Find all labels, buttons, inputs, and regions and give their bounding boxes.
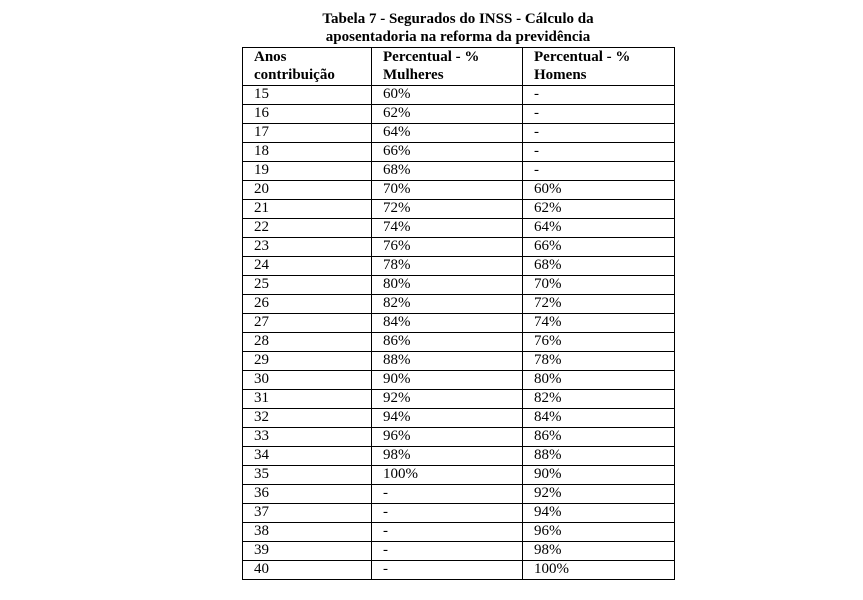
- header-women-line-2: Mulheres: [383, 67, 444, 83]
- table-header: [243, 48, 675, 86]
- women-percent-cell: -: [372, 504, 523, 523]
- men-percent-cell: 78%: [523, 352, 675, 371]
- women-percent-cell: 68%: [372, 162, 523, 181]
- table-row: [243, 447, 675, 466]
- header-men-line-2: Homens: [534, 67, 587, 83]
- men-percent-cell: -: [523, 143, 675, 162]
- table-row: [243, 542, 675, 561]
- women-percent-cell: 64%: [372, 124, 523, 143]
- years-cell: 35: [243, 466, 372, 485]
- table-row: [243, 295, 675, 314]
- table-caption: [242, 10, 674, 46]
- years-cell: 24: [243, 257, 372, 276]
- men-percent-cell: -: [523, 124, 675, 143]
- years-cell: 23: [243, 238, 372, 257]
- table-row: [243, 238, 675, 257]
- men-percent-cell: 74%: [523, 314, 675, 333]
- men-percent-cell: 62%: [523, 200, 675, 219]
- table-row: [243, 390, 675, 409]
- years-cell: 18: [243, 143, 372, 162]
- men-percent-cell: 66%: [523, 238, 675, 257]
- women-percent-cell: 100%: [372, 466, 523, 485]
- years-cell: 30: [243, 371, 372, 390]
- men-percent-cell: 98%: [523, 542, 675, 561]
- years-cell: 40: [243, 561, 372, 580]
- header-row: [243, 48, 675, 86]
- table-caption-line-1: Tabela 7 - Segurados do INSS - Cálculo da: [322, 11, 594, 27]
- women-percent-cell: 96%: [372, 428, 523, 447]
- women-percent-cell: 70%: [372, 181, 523, 200]
- men-percent-cell: -: [523, 105, 675, 124]
- years-cell: 16: [243, 105, 372, 124]
- women-percent-cell: 76%: [372, 238, 523, 257]
- header-years-line-1: Anos: [254, 49, 287, 65]
- years-cell: 27: [243, 314, 372, 333]
- years-cell: 39: [243, 542, 372, 561]
- men-percent-cell: 86%: [523, 428, 675, 447]
- table-row: [243, 504, 675, 523]
- years-cell: 32: [243, 409, 372, 428]
- table-row: [243, 409, 675, 428]
- men-percent-cell: 82%: [523, 390, 675, 409]
- women-percent-cell: 94%: [372, 409, 523, 428]
- header-years-contribution: [243, 48, 372, 86]
- women-percent-cell: 88%: [372, 352, 523, 371]
- years-cell: 28: [243, 333, 372, 352]
- women-percent-cell: 60%: [372, 86, 523, 105]
- men-percent-cell: -: [523, 86, 675, 105]
- table-row: [243, 219, 675, 238]
- table-row: [243, 105, 675, 124]
- years-cell: 15: [243, 86, 372, 105]
- women-percent-cell: 84%: [372, 314, 523, 333]
- women-percent-cell: 92%: [372, 390, 523, 409]
- table-row: [243, 428, 675, 447]
- years-cell: 25: [243, 276, 372, 295]
- table-row: [243, 257, 675, 276]
- men-percent-cell: -: [523, 162, 675, 181]
- table-row: [243, 86, 675, 105]
- table-row: [243, 143, 675, 162]
- women-percent-cell: 98%: [372, 447, 523, 466]
- men-percent-cell: 72%: [523, 295, 675, 314]
- years-cell: 21: [243, 200, 372, 219]
- table-row: [243, 561, 675, 580]
- years-cell: 33: [243, 428, 372, 447]
- years-cell: 17: [243, 124, 372, 143]
- men-percent-cell: 90%: [523, 466, 675, 485]
- women-percent-cell: -: [372, 485, 523, 504]
- table-row: [243, 124, 675, 143]
- table-row: [243, 333, 675, 352]
- header-percent-men: [523, 48, 675, 86]
- inss-retirement-table: [242, 47, 675, 580]
- men-percent-cell: 92%: [523, 485, 675, 504]
- years-cell: 29: [243, 352, 372, 371]
- table-row: [243, 485, 675, 504]
- table-row: [243, 314, 675, 333]
- women-percent-cell: 78%: [372, 257, 523, 276]
- women-percent-cell: 66%: [372, 143, 523, 162]
- men-percent-cell: 70%: [523, 276, 675, 295]
- years-cell: 22: [243, 219, 372, 238]
- header-women-line-1: Percentual - %: [383, 49, 480, 65]
- years-cell: 26: [243, 295, 372, 314]
- women-percent-cell: 80%: [372, 276, 523, 295]
- men-percent-cell: 60%: [523, 181, 675, 200]
- women-percent-cell: 74%: [372, 219, 523, 238]
- men-percent-cell: 88%: [523, 447, 675, 466]
- men-percent-cell: 100%: [523, 561, 675, 580]
- women-percent-cell: -: [372, 542, 523, 561]
- years-cell: 20: [243, 181, 372, 200]
- table-row: [243, 276, 675, 295]
- men-percent-cell: 76%: [523, 333, 675, 352]
- header-years-line-2: contribuição: [254, 67, 335, 83]
- table-row: [243, 162, 675, 181]
- men-percent-cell: 94%: [523, 504, 675, 523]
- table-row: [243, 200, 675, 219]
- header-men-line-1: Percentual - %: [534, 49, 631, 65]
- women-percent-cell: 82%: [372, 295, 523, 314]
- table-row: [243, 352, 675, 371]
- men-percent-cell: 68%: [523, 257, 675, 276]
- women-percent-cell: 90%: [372, 371, 523, 390]
- men-percent-cell: 84%: [523, 409, 675, 428]
- table-body: [243, 86, 675, 580]
- women-percent-cell: 86%: [372, 333, 523, 352]
- years-cell: 19: [243, 162, 372, 181]
- men-percent-cell: 80%: [523, 371, 675, 390]
- table-caption-line-2: aposentadoria na reforma da previdência: [325, 29, 591, 45]
- table-row: [243, 523, 675, 542]
- table-row: [243, 466, 675, 485]
- men-percent-cell: 96%: [523, 523, 675, 542]
- years-cell: 31: [243, 390, 372, 409]
- women-percent-cell: -: [372, 523, 523, 542]
- years-cell: 37: [243, 504, 372, 523]
- years-cell: 36: [243, 485, 372, 504]
- women-percent-cell: 62%: [372, 105, 523, 124]
- women-percent-cell: -: [372, 561, 523, 580]
- women-percent-cell: 72%: [372, 200, 523, 219]
- men-percent-cell: 64%: [523, 219, 675, 238]
- table-row: [243, 371, 675, 390]
- years-cell: 38: [243, 523, 372, 542]
- years-cell: 34: [243, 447, 372, 466]
- header-percent-women: [372, 48, 523, 86]
- table-row: [243, 181, 675, 200]
